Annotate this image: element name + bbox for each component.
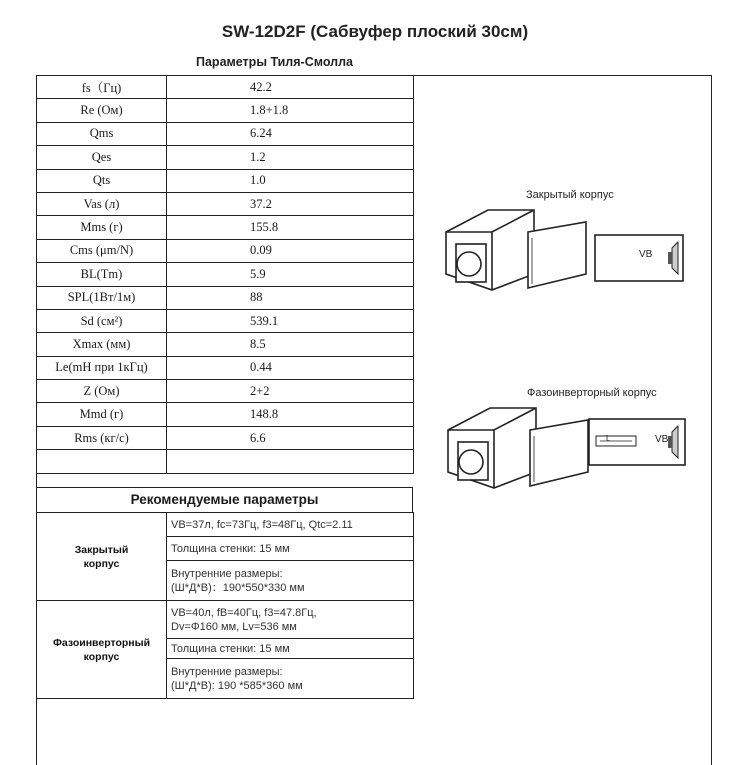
ported-box-caption: Фазоинверторный корпус: [527, 387, 657, 399]
param-row: [37, 333, 414, 356]
ported-box-label: Фазоинверторный корпус: [37, 601, 167, 699]
param-name: Qts: [37, 169, 167, 192]
param-name: SPL(1Вт/1м): [37, 286, 167, 309]
closed-box-caption: Закрытый корпус: [526, 189, 614, 201]
param-value: 37.2: [167, 192, 414, 215]
param-value: 1.2: [167, 146, 414, 169]
param-name: BL(Tm): [37, 263, 167, 286]
param-name: Xmax (мм): [37, 333, 167, 356]
port-length-label: L: [606, 434, 611, 443]
param-row: [37, 192, 414, 215]
ported-params: VB=40л, fB=40Гц, f3=47.8Гц, Dv=Φ160 мм, Lv=536 мм: [167, 601, 414, 639]
ts-parameters-table: [36, 75, 414, 474]
param-value: 539.1: [167, 309, 414, 332]
closed-dims: Внутренние размеры: (Ш*Д*В)：190*550*330 мм: [167, 561, 414, 601]
closed-wall: Толщина стенки: 15 мм: [167, 537, 414, 561]
param-row: [37, 239, 414, 262]
ported-box-drawing: [438, 400, 598, 492]
param-row: [37, 146, 414, 169]
param-name: Mms (г): [37, 216, 167, 239]
param-row: [37, 356, 414, 379]
blank-cell: [167, 450, 414, 474]
param-row: [37, 309, 414, 332]
param-row: [37, 286, 414, 309]
param-row: [37, 76, 414, 99]
param-row: [37, 263, 414, 286]
param-value: 6.24: [167, 122, 414, 145]
param-value: 2+2: [167, 380, 414, 403]
param-name: fs（Гц): [37, 76, 167, 99]
param-row: [37, 99, 414, 122]
param-name: Re (Ом): [37, 99, 167, 122]
param-row: [37, 169, 414, 192]
closed-params: VB=37л, fc=73Гц, f3=48Гц, Qtc=2.11: [167, 513, 414, 537]
param-value: 42.2: [167, 76, 414, 99]
param-name: Z (Ом): [37, 380, 167, 403]
param-row: [37, 216, 414, 239]
recommended-heading: Рекомендуемые параметры: [36, 487, 413, 513]
param-value: 1.0: [167, 169, 414, 192]
param-row: [37, 403, 414, 426]
param-name: Cms (μm/N): [37, 239, 167, 262]
param-value: 155.8: [167, 216, 414, 239]
param-row: [37, 122, 414, 145]
recommended-table: [36, 512, 414, 699]
closed-vb-label: VB: [639, 249, 653, 260]
page-title: SW-12D2F (Сабвуфер плоский 30см): [221, 22, 529, 41]
table-subtitle: Параметры Тиля-Смолла: [196, 55, 353, 69]
param-name: Vas (л): [37, 192, 167, 215]
ported-box-schematic: [588, 418, 688, 468]
param-value: 8.5: [167, 333, 414, 356]
param-name: Qes: [37, 146, 167, 169]
param-value: 6.6: [167, 426, 414, 449]
closed-box-drawing: [436, 202, 596, 294]
blank-row: [37, 450, 414, 474]
param-value: 88: [167, 286, 414, 309]
param-name: Sd (см²): [37, 309, 167, 332]
param-value: 5.9: [167, 263, 414, 286]
param-row: [37, 380, 414, 403]
ported-vb-label: VB: [655, 434, 669, 445]
param-value: 1.8+1.8: [167, 99, 414, 122]
param-name: Le(mH при 1кГц): [37, 356, 167, 379]
param-name: Qms: [37, 122, 167, 145]
param-name: Mmd (г): [37, 403, 167, 426]
ported-wall: Толщина стенки: 15 мм: [167, 639, 414, 659]
closed-box-label: Закрытый корпус: [37, 513, 167, 601]
param-value: 0.09: [167, 239, 414, 262]
param-name: Rms (кг/с): [37, 426, 167, 449]
blank-cell: [37, 450, 167, 474]
ported-dims: Внутренние размеры: (Ш*Д*В): 190 *585*360 мм: [167, 659, 414, 699]
param-value: 148.8: [167, 403, 414, 426]
param-row: [37, 426, 414, 449]
param-value: 0.44: [167, 356, 414, 379]
